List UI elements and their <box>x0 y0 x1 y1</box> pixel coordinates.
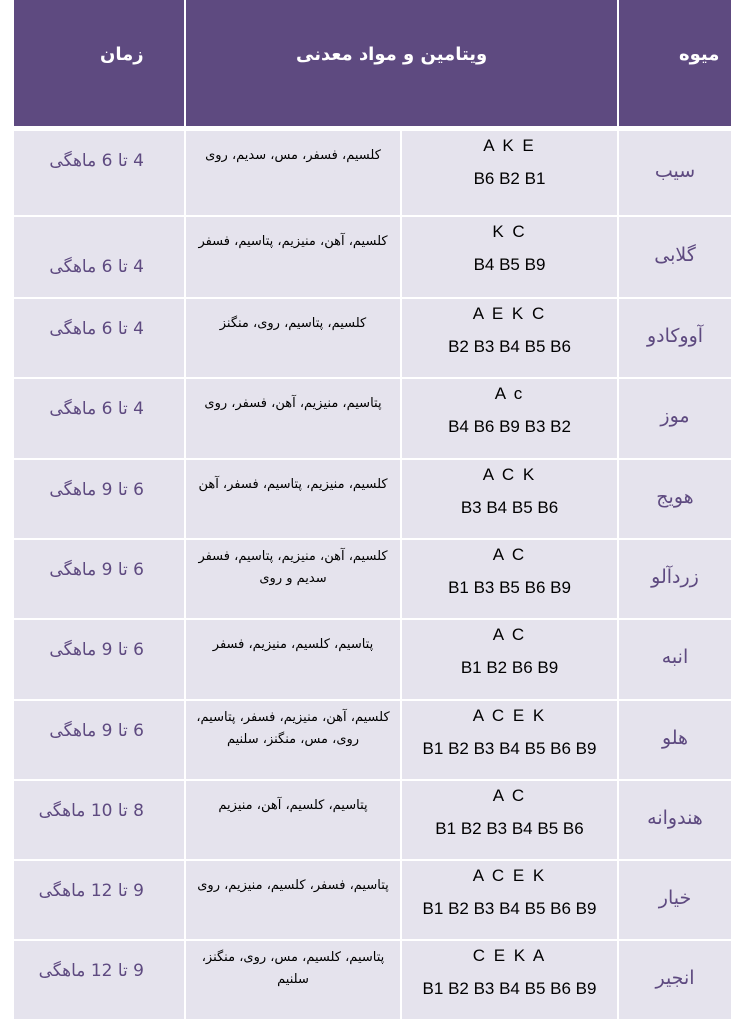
vitamins-line-1: A C <box>492 545 527 564</box>
vitamins-line-2: B6 B2 B1 <box>473 169 546 188</box>
vitamins-line-1: A c <box>494 384 525 403</box>
vitamins-line-2: B1 B2 B3 B4 B5 B6 <box>435 819 584 838</box>
vitamins-cell <box>402 861 617 941</box>
minerals-cell: کلسیم، فسفر، مس، سدیم، روی <box>205 148 381 163</box>
minerals-cell: پتاسیم، کلسیم، مس، روی، منگنز، سلنیم <box>201 950 385 987</box>
vitamins-line-2: B1 B2 B3 B4 B5 B6 B9 <box>422 979 597 998</box>
vitamins-line-1: K C <box>492 222 527 241</box>
minerals-cell: کلسیم، منیزیم، پتاسیم، فسفر، آهن <box>198 477 388 492</box>
minerals-cell: کلسیم، آهن، منیزیم، فسفر، پتاسیم، روی، مس، منگنز، سلنیم <box>196 710 390 747</box>
vitamins-cell <box>402 299 617 379</box>
vitamins-line-2: B1 B2 B6 B9 <box>460 658 559 677</box>
table-row <box>14 941 731 1021</box>
fruit-cell: هندوانه <box>647 806 703 829</box>
fruit-cell: آووکادو <box>646 324 704 347</box>
table-header <box>14 0 731 126</box>
vitamins-line-2: B1 B3 B5 B6 B9 <box>448 578 571 597</box>
vitamins-line-2: B1 B2 B3 B4 B5 B6 B9 <box>422 899 597 918</box>
table-row <box>14 217 731 299</box>
table-row <box>14 781 731 861</box>
vitamins-cell <box>402 620 617 701</box>
vitamins-line-1: A K E <box>483 136 536 155</box>
vitamins-cell <box>402 781 617 861</box>
time-cell: 6 تا 9 ماهگی <box>49 640 144 660</box>
fruit-cell: سیب <box>654 159 696 182</box>
header-fruit: میوه <box>679 44 720 65</box>
vitamins-line-1: A C <box>492 625 527 644</box>
time-cell: 4 تا 6 ماهگی <box>49 257 144 277</box>
table-row <box>14 620 731 701</box>
fruit-cell: هلو <box>661 726 689 749</box>
vitamins-line-1: A C K <box>482 465 537 484</box>
vitamins-cell <box>402 217 617 299</box>
fruit-cell: خیار <box>658 886 692 909</box>
minerals-cell: کلسیم، آهن، منیزیم، پتاسیم، فسفر <box>198 234 388 249</box>
fruit-cell: گلابی <box>654 243 696 266</box>
time-cell: 6 تا 9 ماهگی <box>49 721 144 741</box>
minerals-cell: پتاسیم، کلسیم، آهن، منیزیم <box>218 798 368 813</box>
minerals-cell: پتاسیم، منیزیم، آهن، فسفر، روی <box>204 396 382 411</box>
fruit-cell: هویج <box>656 485 694 508</box>
vitamins-cell <box>402 941 617 1021</box>
fruit-cell: موز <box>660 405 690 428</box>
minerals-cell: کلسیم، آهن، منیزیم، پتاسیم، فسفر سدیم و روی <box>198 549 388 586</box>
table-row <box>14 540 731 620</box>
minerals-cell: پتاسیم، کلسیم، منیزیم، فسفر <box>212 637 374 652</box>
vitamins-cell <box>402 460 617 540</box>
vitamins-cell <box>402 540 617 620</box>
table-row <box>14 131 731 217</box>
table-row <box>14 701 731 781</box>
time-cell: 8 تا 10 ماهگی <box>38 801 144 821</box>
time-cell: 9 تا 12 ماهگی <box>38 961 144 981</box>
time-cell: 6 تا 9 ماهگی <box>49 560 144 580</box>
vitamins-cell <box>402 131 617 217</box>
time-cell: 6 تا 9 ماهگی <box>49 480 144 500</box>
minerals-cell: کلسیم، پتاسیم، روی، منگنز <box>219 316 367 331</box>
vitamins-line-2: B2 B3 B4 B5 B6 <box>448 337 571 356</box>
vitamins-line-2: B4 B6 B9 B3 B2 <box>448 417 571 436</box>
vitamins-line-1: A C E K <box>472 706 547 725</box>
vitamins-cell <box>402 379 617 460</box>
table-row <box>14 299 731 379</box>
fruit-cell: زردآلو <box>651 565 699 588</box>
vitamins-line-1: A C E K <box>472 866 547 885</box>
header-time: زمان <box>100 44 144 65</box>
header-vitamins: ویتامین و مواد معدنی <box>296 44 488 65</box>
time-cell: 4 تا 6 ماهگی <box>49 399 144 419</box>
vitamins-line-2: B1 B2 B3 B4 B5 B6 B9 <box>422 739 597 758</box>
table-row <box>14 861 731 941</box>
vitamins-cell <box>402 701 617 781</box>
fruit-cell: انجیر <box>655 966 695 989</box>
vitamins-line-2: B4 B5 B9 <box>473 255 546 274</box>
time-cell: 9 تا 12 ماهگی <box>38 881 144 901</box>
vitamins-line-1: A E K C <box>472 304 547 323</box>
fruit-cell: انبه <box>661 646 689 669</box>
minerals-cell: پتاسیم، فسفر، کلسیم، منیزیم، روی <box>197 878 389 893</box>
vitamins-line-2: B3 B4 B5 B6 <box>460 498 559 517</box>
table-row <box>14 460 731 540</box>
vitamins-line-1: C E K A <box>472 946 547 965</box>
time-cell: 4 تا 6 ماهگی <box>49 151 144 171</box>
time-cell: 4 تا 6 ماهگی <box>49 319 144 339</box>
vitamins-line-1: A C <box>492 786 527 805</box>
table-row <box>14 379 731 460</box>
